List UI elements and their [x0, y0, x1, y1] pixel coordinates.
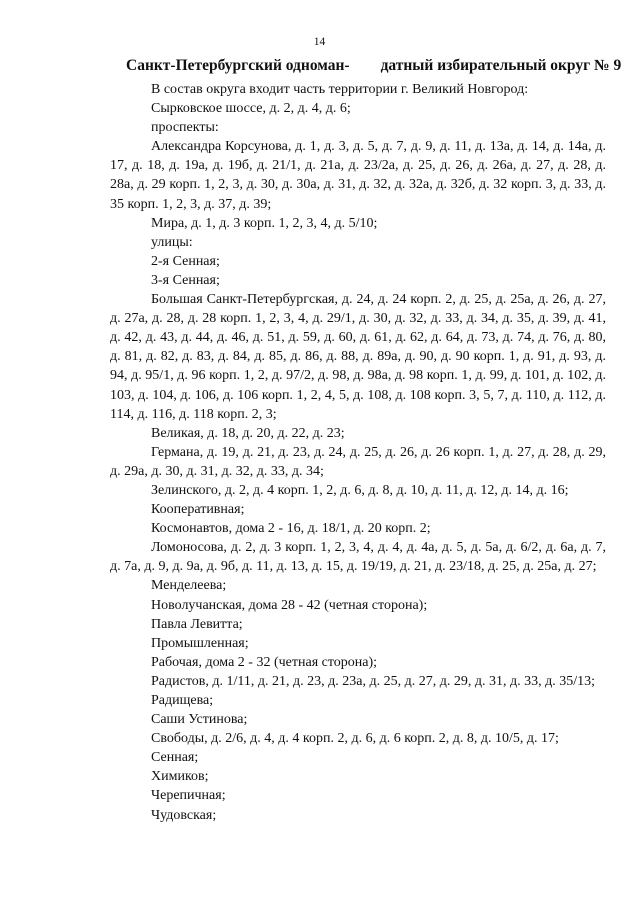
address-paragraph: 2-я Сенная; [151, 253, 220, 269]
address-paragraph: Радищева; [151, 693, 214, 708]
address-paragraph: Сенная; [151, 750, 199, 766]
address-paragraph: Павла Левитта; [151, 616, 243, 632]
address-paragraph: улицы: [151, 234, 193, 250]
address-paragraph: проспекты: [151, 120, 219, 136]
address-paragraph: Рабочая, дома 2 - 32 (четная сторона); [151, 654, 378, 670]
address-paragraph: Свободы, д. 2/6, д. 4, д. 4 корп. 2, д. 6, д. 6 корп. 2, д. 8, д. 10/5, д. 17; [151, 731, 559, 747]
page-number: 14 [313, 36, 326, 48]
address-paragraph: Чудовская; [151, 807, 217, 823]
address-paragraph: Зелинского, д. 2, д. 4 корп. 1, 2, д. 6, д. 8, д. 10, д. 11, д. 12, д. 14, д. 16; [151, 482, 569, 498]
district-body [110, 80, 606, 825]
address-paragraph: Промышленная; [151, 635, 249, 651]
address-paragraph: Большая Санкт-Петербургская, д. 24, д. 24 корп. 2, д. 25, д. 25а, д. 26, д. 27, д. 27а, д. 28, д. 28 корп. 1, 2, 3, 4, д. 29/1, д. 30, д. 32, д. 33, д. 34, д. 35, д. 39, д. 41, д. 42, д. 43, д. 44, д. 46, д. 51, д. 59, д. 60, д. 61, д. 62, д. 64, д. 73, д. 74, д. 76, д. 80, д. 81, д. 82, д. 83, д. 84, д. 85, д. 86, д. 88, д. 89а, д. 90, д. 90 корп. 1, д. 91, д. 93, д. 94, д. 95/1, д. 96 корп. 1, 2, д. 97/2, д. 98, д. 98а, д. 98 корп. 1, д. 99, д. 101, д. 102, д. 103, д. 104, д. 106, д. 106 корп. 1, 2, 4, 5, д. 108, д. 108 корп. 3, 5, 7, д. 110, д. 112, д. 114, д. 116, д. 118 корп. 2, 3; [110, 292, 606, 422]
address-paragraph: Александра Корсунова, д. 1, д. 3, д. 5, д. 7, д. 9, д. 11, д. 13а, д. 14, д. 14а, д. 17, д. 18, д. 19а, д. 19б, д. 21/1, д. 21а, д. 23/2а, д. 25, д. 26, д. 26а, д. 27, д. 28, д. 28а, д. 29 корп. 1, 2, 3, д. 30, д. 30а, д. 31, д. 32, д. 32а, д. 32б, д. 32 корп. 3, д. 33, д. 35 корп. 1, 2, 3, д. 37, д. 39; [110, 139, 606, 212]
address-paragraph: Ломоносова, д. 2, д. 3 корп. 1, 2, 3, 4, д. 4, д. 4а, д. 5, д. 5а, д. 6/2, д. 6а, д. 7, д. 7а, д. 9, д. 9а, д. 9б, д. 11, д. 13, д. 15, д. 19/19, д. 21, д. 23/18, д. 25, д. 25а, д. 27; [110, 540, 606, 575]
address-paragraph: Сырковское шоссе, д. 2, д. 4, д. 6; [151, 101, 351, 117]
address-paragraph: Саши Устинова; [151, 712, 248, 728]
district-title: Санкт-Петербургский одноман- датный избирательный округ № 9 [126, 57, 622, 74]
address-paragraph: Германа, д. 19, д. 21, д. 23, д. 24, д. 25, д. 26, д. 26 корп. 1, д. 27, д. 28, д. 29, д. 29а, д. 30, д. 31, д. 32, д. 33, д. 34; [110, 444, 606, 479]
address-paragraph: Великая, д. 18, д. 20, д. 22, д. 23; [151, 425, 345, 441]
address-paragraph: Химиков; [151, 769, 209, 785]
address-paragraph: Мира, д. 1, д. 3 корп. 1, 2, 3, 4, д. 5/10; [151, 215, 378, 231]
address-paragraph: В состав округа входит часть территории г. Великий Новгород: [151, 82, 529, 97]
address-paragraph: Новолучанская, дома 28 - 42 (четная сторона); [151, 597, 428, 613]
address-paragraph: Менделеева; [151, 578, 227, 594]
address-paragraph: Космонавтов, дома 2 - 16, д. 18/1, д. 20 корп. 2; [151, 521, 431, 537]
address-paragraph: Черепичная; [151, 788, 226, 804]
address-paragraph: 3-я Сенная; [151, 272, 220, 288]
address-paragraph: Кооперативная; [151, 502, 245, 518]
address-paragraph: Радистов, д. 1/11, д. 21, д. 23, д. 23а, д. 25, д. 27, д. 29, д. 31, д. 33, д. 35/13; [151, 673, 595, 689]
